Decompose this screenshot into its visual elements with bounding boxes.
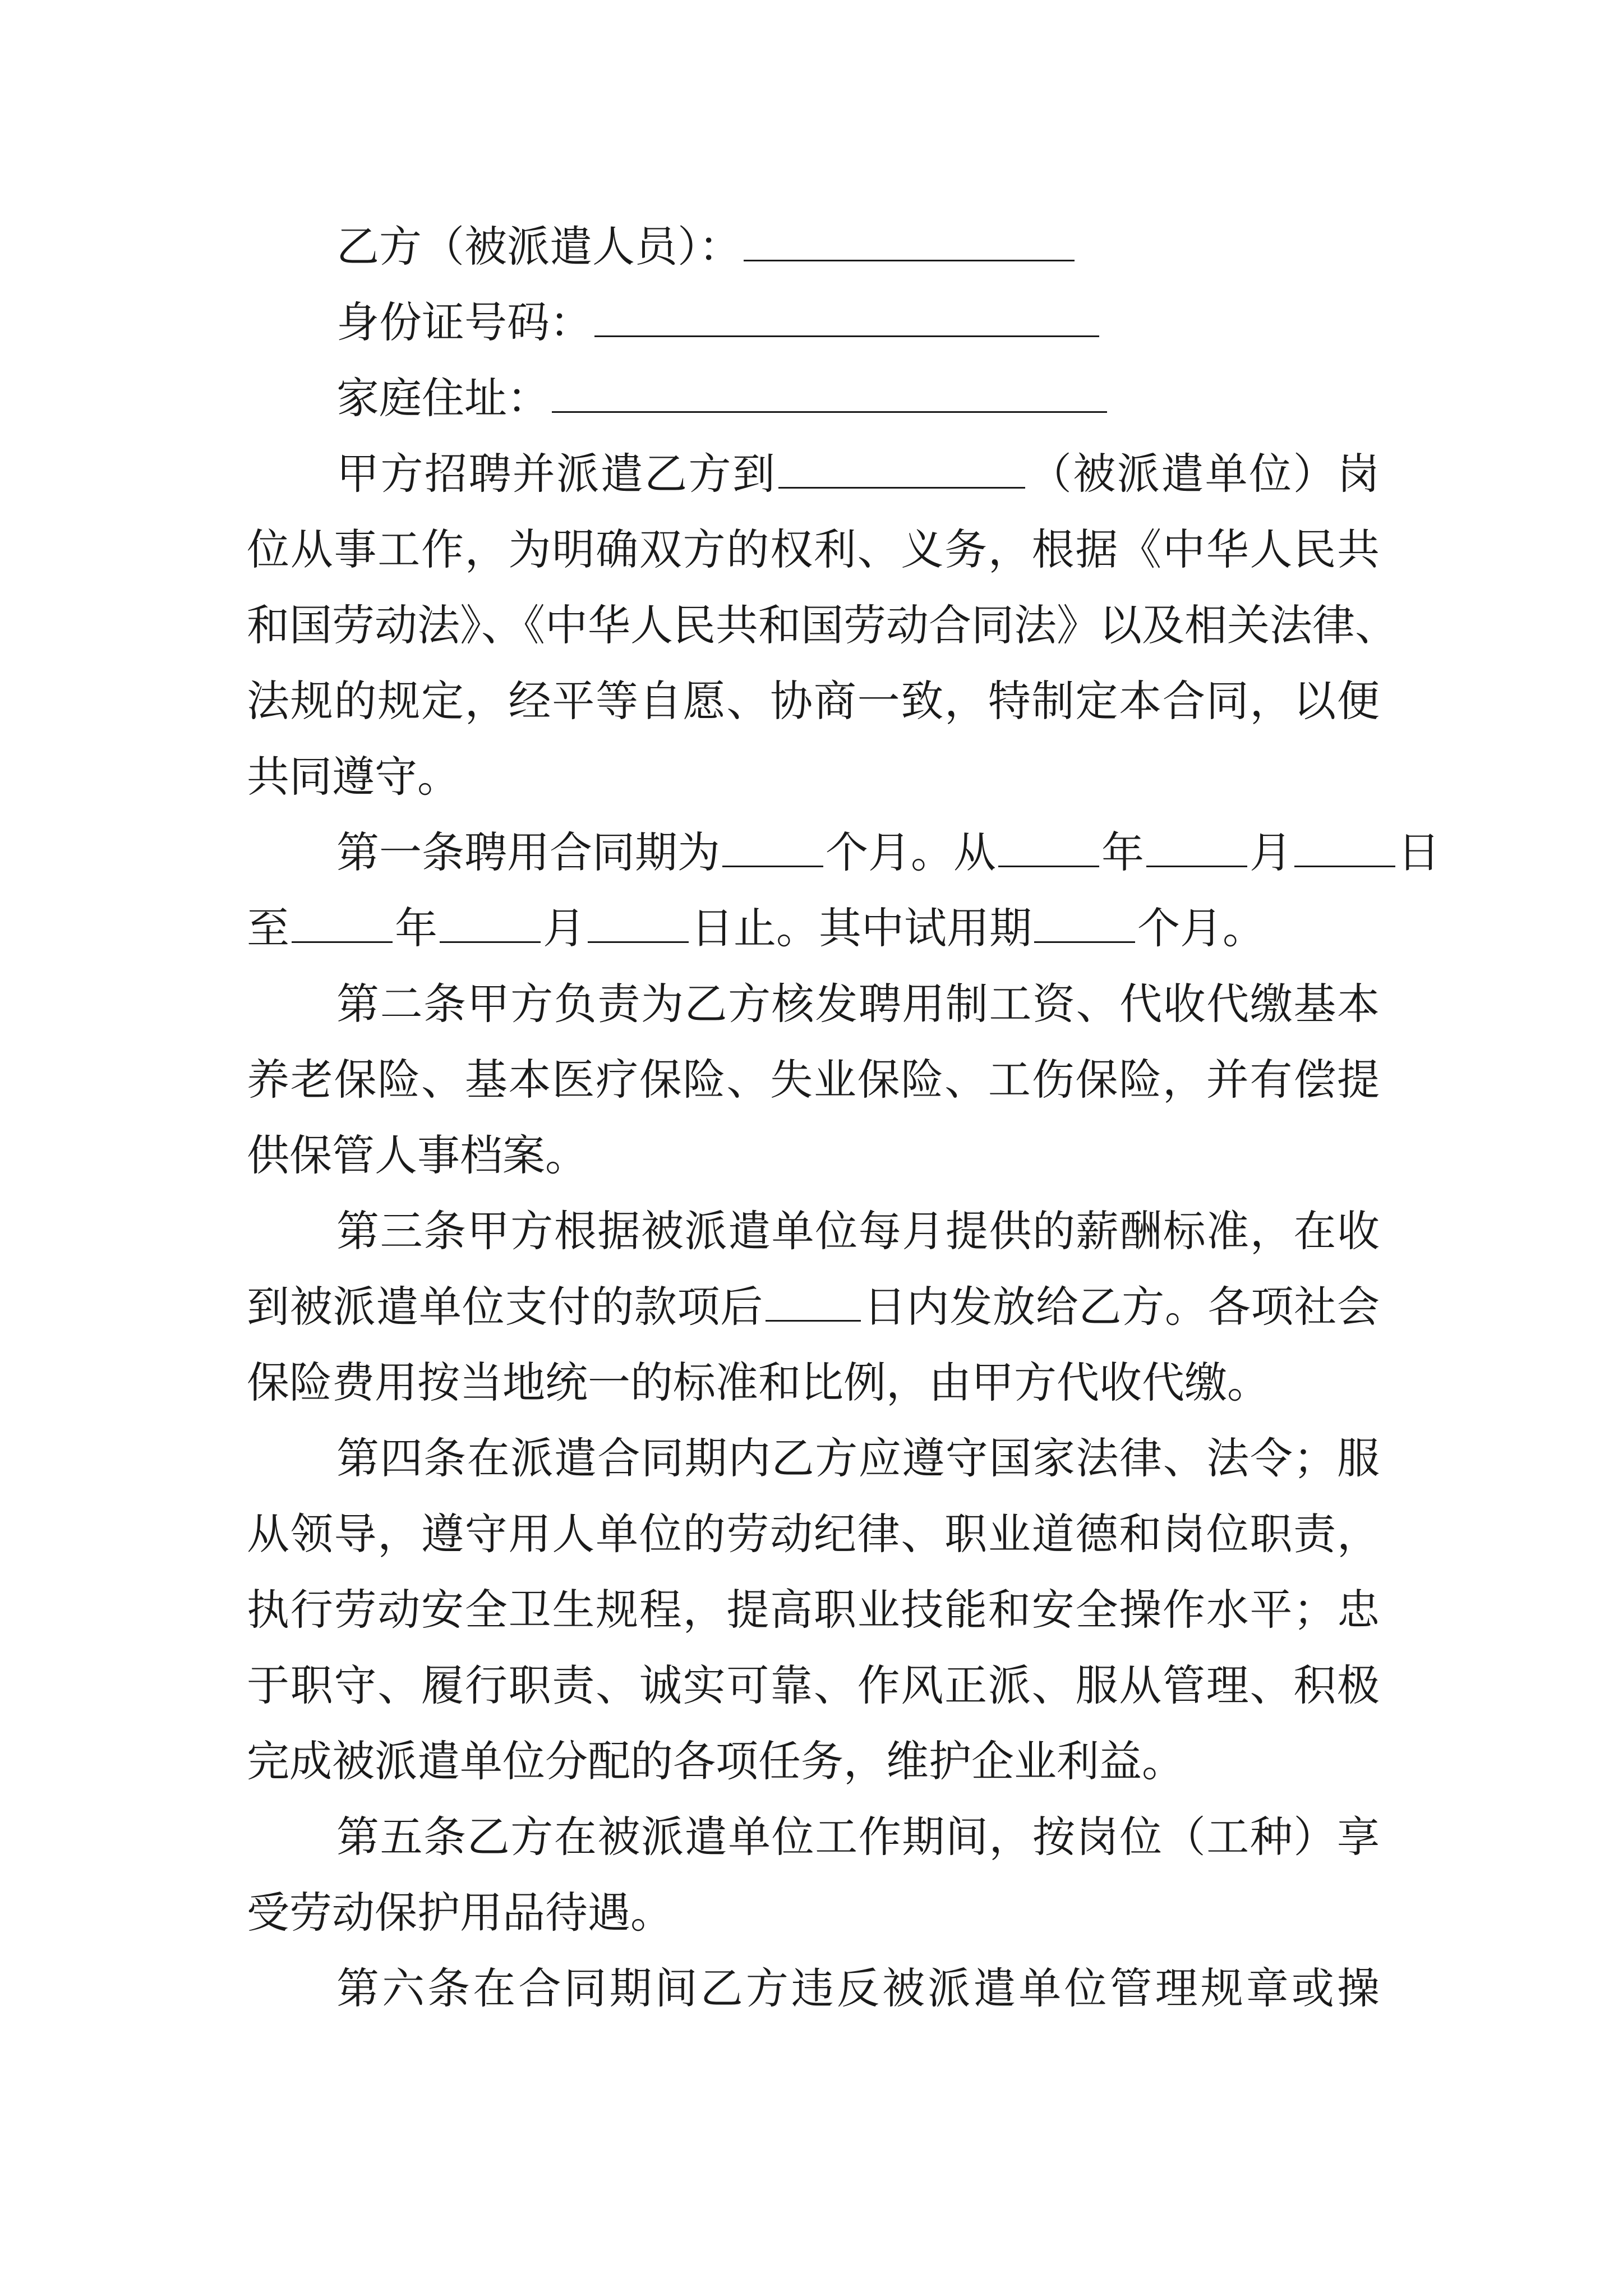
party-b-label: 乙方（被派遣人员）：: [336, 222, 741, 272]
article-1-line-2: [247, 886, 1380, 970]
end-day-blank[interactable]: [588, 909, 689, 943]
payment-days-blank[interactable]: [766, 1287, 861, 1322]
party-b-field: [336, 205, 1380, 289]
art1-text-h: 月: [543, 903, 585, 953]
article-5-line-2: 受劳动保护用品待遇。: [247, 1888, 673, 1938]
address-label: 家庭住址：: [336, 373, 550, 423]
dispatch-unit-blank[interactable]: [778, 454, 1025, 489]
article-1-line-1: [336, 811, 1440, 895]
address-blank[interactable]: [552, 379, 1107, 413]
art1-text-c: 年: [1101, 827, 1144, 877]
article-5-line-1: 第五条乙方在被派遣单位工作期间，按岗位（工种）享: [336, 1812, 1380, 1862]
article-3-line-1: 第三条甲方根据被派遣单位每月提供的薪酬标准，在收: [336, 1206, 1380, 1256]
address-field: [336, 356, 1380, 440]
end-month-blank[interactable]: [440, 909, 541, 943]
id-number-field: [336, 280, 1380, 365]
party-b-blank[interactable]: [744, 227, 1075, 261]
article-4-line-1: 第四条在派遣合同期内乙方应遵守国家法律、法令；服: [336, 1433, 1380, 1483]
art1-text-g: 年: [395, 903, 437, 953]
article-3-line-3: 保险费用按当地统一的标准和比例，由甲方代收代缴。: [247, 1358, 1270, 1407]
article-4-line-2: 从领导，遵守用人单位的劳动纪律、职业道德和岗位职责，: [247, 1509, 1380, 1559]
start-month-blank[interactable]: [1146, 833, 1247, 867]
intro-line-5: 共同遵守。: [247, 752, 460, 802]
article-2-line-2: 养老保险、基本医疗保险、失业保险、工伤保险，并有偿提: [247, 1055, 1380, 1105]
art3-text-a: 到被派遣单位支付的款项后: [247, 1282, 763, 1332]
start-day-blank[interactable]: [1294, 833, 1395, 867]
end-year-blank[interactable]: [292, 909, 393, 943]
article-4-line-3: 执行劳动安全卫生规程，提高职业技能和安全操作水平；忠: [247, 1585, 1380, 1635]
article-6-line-1: 第六条在合同期间乙方违反被派遣单位管理规章或操: [336, 1963, 1380, 2013]
probation-months-blank[interactable]: [1034, 909, 1135, 943]
art1-text-f: 至: [247, 903, 289, 953]
intro-line-2: 位从事工作，为明确双方的权利、义务，根据《中华人民共: [247, 524, 1380, 574]
start-year-blank[interactable]: [998, 833, 1099, 867]
article-2-line-1: 第二条甲方负责为乙方核发聘用制工资、代收代缴基本: [336, 979, 1380, 1029]
art1-text-i: 日止。其中试用期: [691, 903, 1032, 953]
article-3-line-2: [247, 1265, 1380, 1349]
intro-line-1: [336, 432, 1380, 516]
contract-months-blank[interactable]: [722, 833, 823, 867]
article-4-line-4: 于职守、履行职责、诚实可靠、作风正派、服从管理、积极: [247, 1660, 1380, 1710]
art3-text-b: 日内发放给乙方。各项社会: [863, 1282, 1380, 1332]
id-number-blank[interactable]: [594, 303, 1099, 337]
intro-text-a: 甲方招聘并派遣乙方到: [336, 449, 777, 499]
article-2-line-3: 供保管人事档案。: [247, 1130, 588, 1180]
intro-line-4: 法规的规定，经平等自愿、协商一致，特制定本合同，以便: [247, 676, 1380, 726]
art1-text-b: 个月。从: [826, 827, 996, 877]
art1-text-d: 月: [1249, 827, 1292, 877]
art1-text-j: 个月。: [1137, 903, 1265, 953]
intro-text-b: （被派遣单位）岗: [1027, 449, 1380, 499]
article-4-line-5: 完成被派遣单位分配的各项任务，维护企业利益。: [247, 1736, 1184, 1786]
id-number-label: 身份证号码：: [336, 297, 592, 347]
art1-text-a: 第一条聘用合同期为: [336, 827, 720, 877]
art1-text-e: 日: [1398, 827, 1440, 877]
intro-line-3: 和国劳动法》、《中华人民共和国劳动合同法》以及相关法律、: [247, 600, 1398, 650]
